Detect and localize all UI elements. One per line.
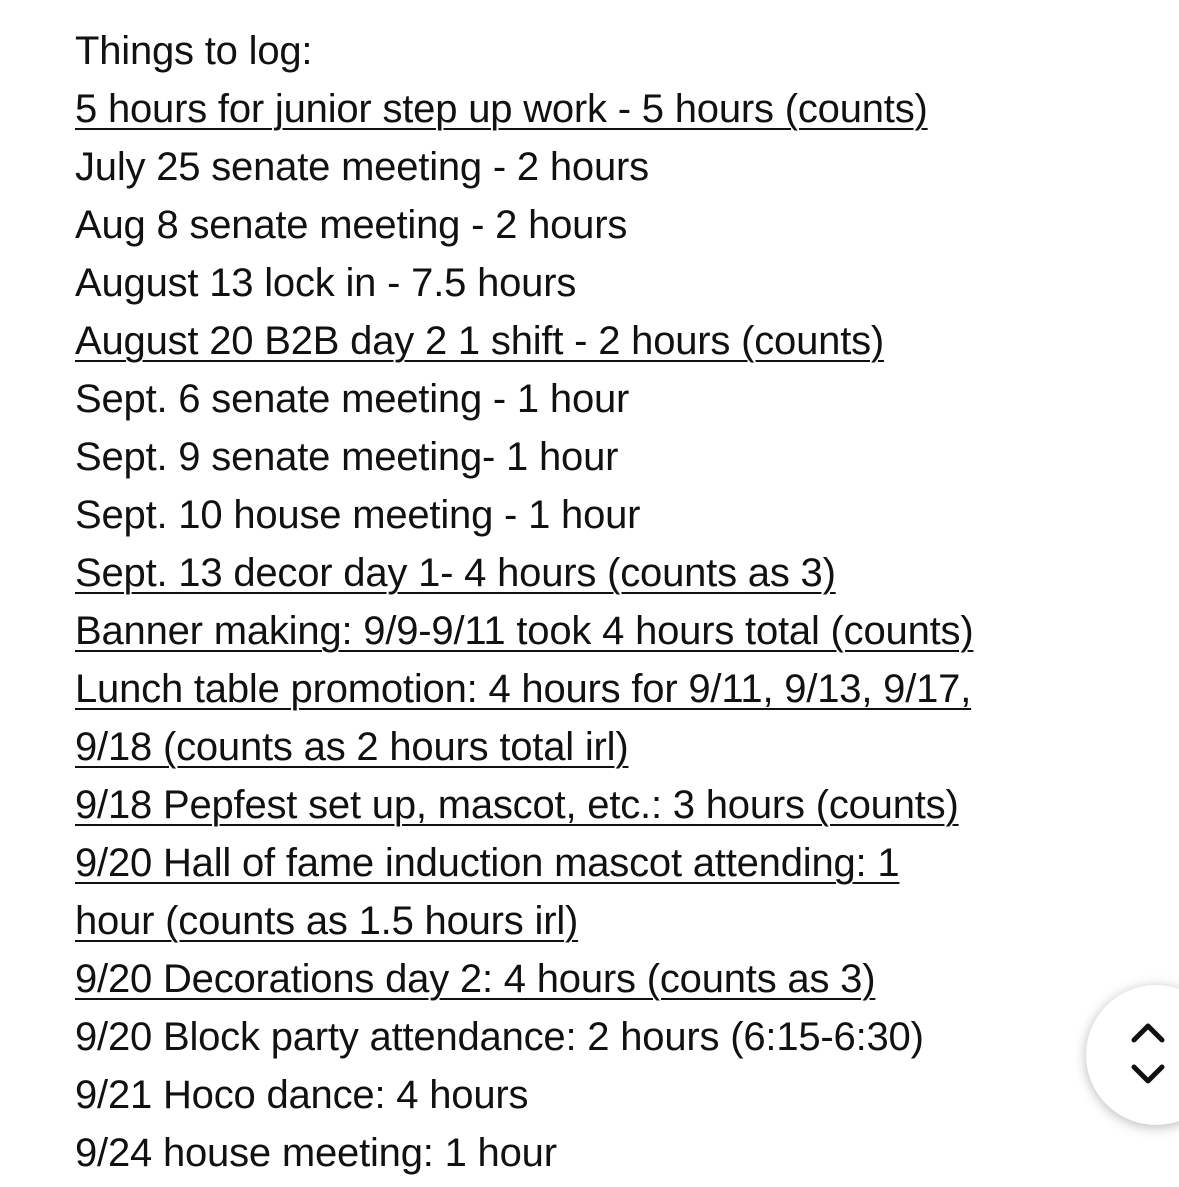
note-line: 9/20 Decorations day 2: 4 hours (counts as 3): [75, 957, 876, 1001]
chevron-up-icon: [1126, 1012, 1170, 1052]
note-line: Sept. 13 decor day 1- 4 hours (counts as 3): [75, 551, 836, 595]
next-button[interactable]: [1126, 1055, 1170, 1095]
note-line: Sept. 10 house meeting - 1 hour: [75, 493, 641, 537]
note-line: August 13 lock in - 7.5 hours: [75, 261, 577, 305]
note-line: 9/18 Pepfest set up, mascot, etc.: 3 hours (counts): [75, 783, 959, 827]
note-line: 9/20 Hall of fame induction mascot attending: 1: [75, 841, 900, 885]
note-line: Sept. 9 senate meeting- 1 hour: [75, 435, 619, 479]
note-line: Banner making: 9/9-9/11 took 4 hours total (counts): [75, 609, 974, 653]
previous-button[interactable]: [1126, 1012, 1170, 1052]
note-title: Things to log:: [75, 29, 313, 73]
note-line: 9/21 Hoco dance: 4 hours: [75, 1073, 529, 1117]
chevron-down-icon: [1126, 1055, 1170, 1095]
note-line: July 25 senate meeting - 2 hours: [75, 145, 649, 189]
note-line: Lunch table promotion: 4 hours for 9/11, 9/13, 9/17,: [75, 667, 972, 711]
note-line: hour (counts as 1.5 hours irl): [75, 899, 579, 943]
note-line: 9/24 house meeting: 1 hour: [75, 1131, 557, 1175]
note-line: Aug 8 senate meeting - 2 hours: [75, 203, 628, 247]
note-line: August 20 B2B day 2 1 shift - 2 hours (counts): [75, 319, 885, 363]
note-line: Sept. 6 senate meeting - 1 hour: [75, 377, 630, 421]
note-line: 9/20 Block party attendance: 2 hours (6:15-6:30): [75, 1015, 924, 1059]
note-line: 5 hours for junior step up work - 5 hours (counts): [75, 87, 928, 131]
note-document: [75, 22, 1115, 1182]
note-line: 9/18 (counts as 2 hours total irl): [75, 725, 629, 769]
